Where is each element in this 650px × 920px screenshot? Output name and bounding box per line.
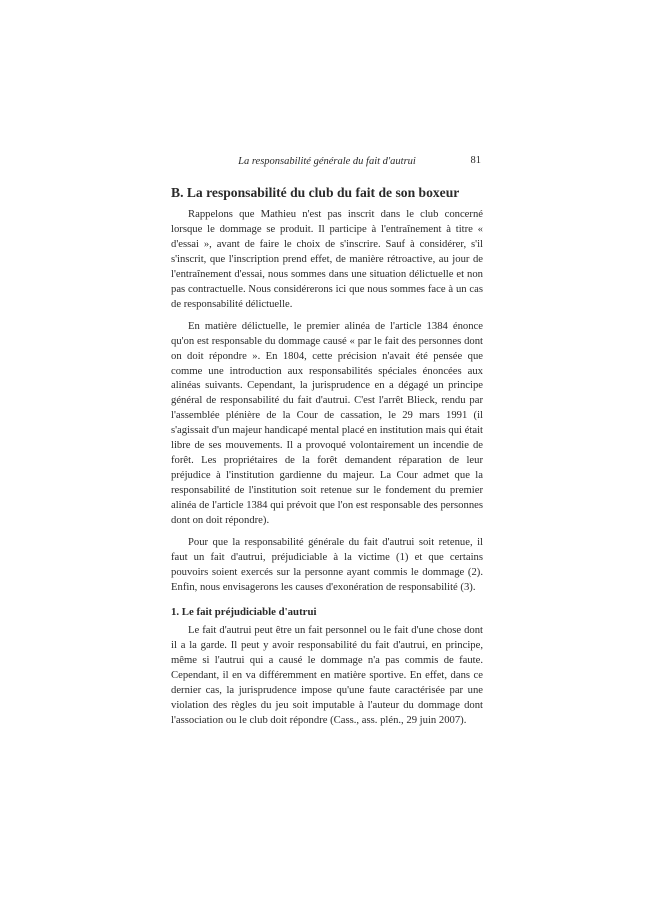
book-page (171, 156, 483, 736)
running-header (171, 156, 483, 172)
subsection-paragraph-1: Le fait d'autrui peut être un fait personnel ou le fait d'une chose dont il a la garde. Il peut y avoir responsabilité du fait d'autrui, en principe, même si l'autrui qui a causé le dommage n'a pas commis de faute. Cependant, il en va différemment en matière sportive. En effet, dans ce dernier cas, la jurisprudence impose qu'une faute caractérisée par une violation des règles du jeu soit imputable à l'auteur du dommage dont l'association ou le club doit répondre (Cass., ass. plén., 29 juin 2007). (171, 624, 483, 726)
section-paragraph-3: Pour que la responsabilité générale du fait d'autrui soit retenue, il faut un fait d'autrui, préjudiciable à la victime (1) et que certains pouvoirs soient exercés sur la personne ayant commis le dommage (2). Enfin, nous envisagerons les causes d'exonération de responsabilité (3). (171, 537, 483, 593)
section-paragraph-2: En matière délictuelle, le premier alinéa de l'article 1384 énonce qu'on est responsable du dommage causé « par le fait des personnes dont on doit répondre ». En 1804, cette précision n'avait été pensée que comme une introduction aux responsabilités spéciales énoncées aux alinéas suivants. Cependant, la jurisprudence en a dégagé un principe général de responsabilité du fait d'autrui. C'est l'arrêt Blieck, rendu par l'assemblée plénière de la Cour de cassation, le 29 mars 1991 (il s'agissait d'un majeur handicapé mental placé en institution mais qui était libre de ses mouvements. Il a provoqué volontairement un incendie de forêt. Les propriétaires de la forêt demandent réparation de leur préjudice à l'institution gardienne du majeur. La Cour admet que la responsabilité de l'institution soit retenue sur le fondement du premier alinéa de l'article 1384 qui prévoit que l'on est responsable des personnes dont on doit répondre). (171, 320, 483, 527)
page-number: 81 (470, 155, 481, 166)
running-title: La responsabilité générale du fait d'autrui (238, 156, 416, 167)
subsection-heading: 1. Le fait préjudiciable d'autrui (171, 605, 317, 618)
section-heading: B. La responsabilité du club du fait de son boxeur (171, 185, 460, 200)
section-paragraph-1: Rappelons que Mathieu n'est pas inscrit dans le club concerné lorsque le dommage se produit. Il participe à l'entraînement à titre « d'essai », avant de faire le choix de s'inscrire. Sauf à considérer, s'il s'inscrit, que l'inscription prend effet, de manière rétroactive, au jour de l'entraînement d'essai, nous sommes dans une situation délictuelle et non pas contractuelle. Nous considérerons ici que nous sommes face à un cas de responsabilité délictuelle. (171, 209, 483, 310)
